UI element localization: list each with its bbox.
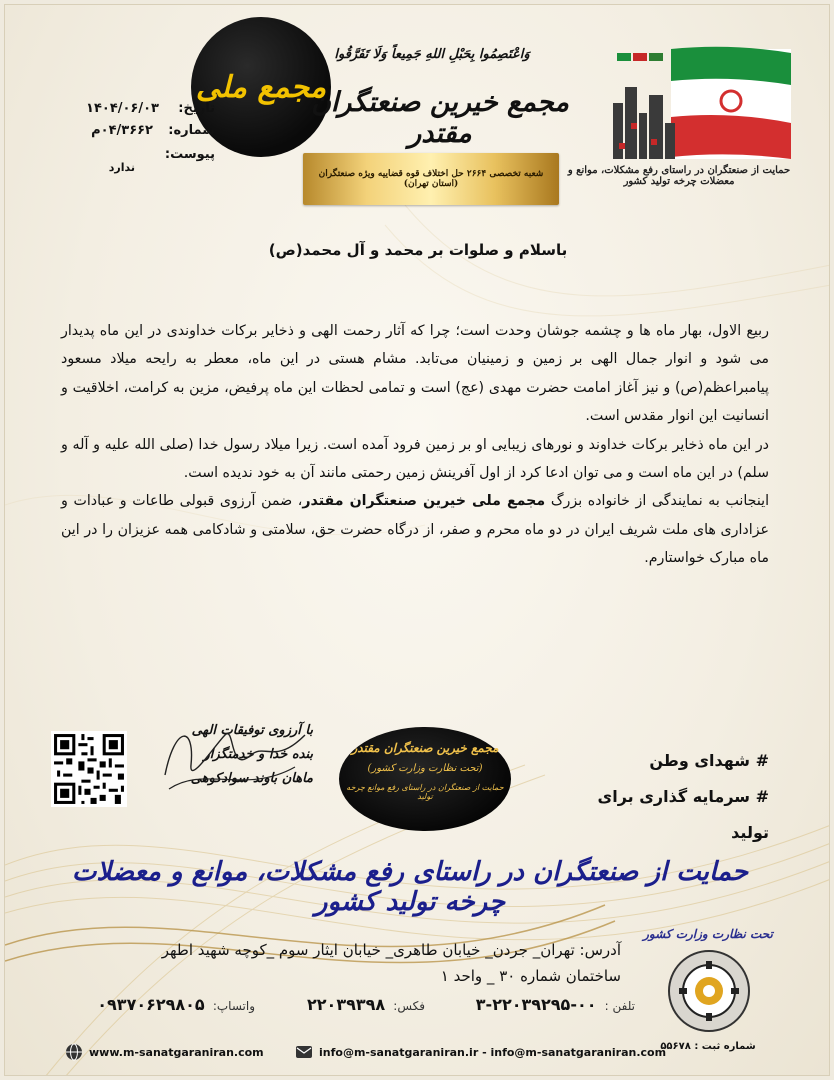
number-value: ۰۴/۳۶۶۲م xyxy=(91,123,153,138)
hashtag-item: # سرمایه گذاری برای تولید xyxy=(597,787,769,842)
qr-code[interactable] xyxy=(51,731,127,807)
signature-line-3: ماهان باوند سوادکوهی xyxy=(190,771,313,786)
number-label: شماره: xyxy=(168,123,215,138)
seal-line-3: حمایت از صنعتگران در راستای رفع موانع چرخه تولید xyxy=(346,783,504,801)
whatsapp-item xyxy=(97,995,255,1014)
envelope-icon xyxy=(295,1043,313,1061)
email-links[interactable] xyxy=(295,1043,666,1061)
website-text[interactable]: www.m-sanatgaraniran.com xyxy=(89,1045,264,1059)
badge-text: مجمع ملی xyxy=(195,69,327,105)
whatsapp-value[interactable]: ۰۹۳۷۰۶۲۹۸۰۵ xyxy=(97,995,205,1014)
letter-body xyxy=(61,317,769,573)
signature-line-1: با آرزوی توفیقات الهی xyxy=(191,723,313,738)
date-value: ۱۴۰۴/۰۶/۰۳ xyxy=(86,101,159,116)
body-paragraph-2: در این ماه ذخایر برکات خداوند و نورهای زیبایی او بر زمین فرود آمده است. زیرا میلاد رسول خدا (صلی الله علیه و آله و سلم) در این ماه است و می توان ادعا کرد از اول آفرینش زمین رحمتی مانند آن به خود ندیده است. xyxy=(61,436,769,482)
registration-plate-text: شعبه تخصصی ۲۶۶۴ حل اختلاف قوه قضاییه ویژه صنعتگران (استان تهران) xyxy=(318,169,544,189)
org-title: مجمع خیرین صنعتگران مقتدر xyxy=(311,87,569,149)
slogan: حمایت از صنعتگران در راستای رفع مشکلات، موانع و معضلات چرخه تولید کشور xyxy=(71,857,749,917)
seal-line-2: (تحت نظارت وزارت کشور) xyxy=(367,763,483,774)
greeting: باسلام و صلوات بر محمد و آل محمد(ص) xyxy=(268,241,568,259)
hashtag-item: # شهدای وطن xyxy=(649,751,769,770)
footer-logo xyxy=(643,921,773,1061)
fax-label: فکس: xyxy=(393,999,425,1013)
official-seal xyxy=(339,727,511,831)
registration-plate xyxy=(303,153,559,205)
hashtags xyxy=(569,743,769,851)
quran-verse: وَاعْتَصِمُوا بِحَبْلِ اللهِ جَمِيعاً وَلَا تَفَرَّقُوا xyxy=(334,47,530,62)
number-row xyxy=(65,123,215,143)
phone-value[interactable]: ۰۰-۲۲۰۳۹۲۹۵-۳ xyxy=(475,995,597,1014)
attachment-value: ندارد xyxy=(108,161,135,174)
footer-logo-caption: تحت نظارت وزارت کشور xyxy=(643,927,773,941)
header-caption: حمایت از صنعتگران در راستای رفع مشکلات، موانع و معضلات چرخه تولید کشور xyxy=(567,165,791,187)
body-p3-end: ، ضمن آرزوی قبولی طاعات و عبادات و عزاداری های ملت شریف ایران در دو ماه محرم و صفر، از درگاه حضرت حق، سلامتی و شادکامی همه عزیزان را در این ماه مبارک خواستارم. xyxy=(61,493,769,567)
body-p3-org: مجمع ملی خیرین صنعتگران مقتدر xyxy=(302,493,546,510)
attachment-label: پیوست: xyxy=(164,147,215,162)
whatsapp-label: واتساپ: xyxy=(212,999,255,1013)
gear-emblem-icon xyxy=(667,949,751,1033)
globe-icon xyxy=(65,1043,83,1061)
address-line-1: آدرس: تهران_ جردن_ خیابان طاهری_ خیابان ایثار سوم _کوچه شهید اطهر xyxy=(161,941,621,959)
handwritten-signature xyxy=(155,705,315,805)
body-p3-start: اینجانب به نمایندگی از خانواده بزرگ xyxy=(545,493,770,510)
phone-item xyxy=(476,995,635,1014)
registration-number: شماره ثبت : ۵۵۶۷۸ xyxy=(660,1041,756,1052)
fax-item xyxy=(307,995,425,1014)
address-line-2: ساختمان شماره ۳۰ _ واحد ۱ xyxy=(440,967,621,985)
signature-line-2: بنده خدا و خدمتگزار xyxy=(203,747,313,762)
body-paragraph-3 xyxy=(61,487,769,572)
fax-value: ۲۲۰۳۹۳۹۸ xyxy=(307,995,386,1014)
date-label: تاریخ: xyxy=(178,101,215,116)
letter-page xyxy=(4,4,830,1076)
email-text[interactable]: info@m-sanatgaraniran.ir - info@m-sanatgaraniran.com xyxy=(319,1045,667,1059)
iran-flag-emblem xyxy=(611,43,793,165)
body-paragraph-1: ربیع الاول، بهار ماه ها و چشمه جوشان وحدت است؛ چرا که آثار رحمت الهی و ذخایر برکات خداوندی در این ماه پدیدار می شود و انوار جمال الهی بر زمین و زمینیان می‌تابد. مشام هستی در این ماه، معطر به رایحه میلاد مسعود پیامبراعظم(ص) و نیز آغاز امامت حضرت مهدی (عج) است و تمامی لحظات این ماه پرفیض، مزین به کرامت، اخلاقیت و انسانیت این انوار مقدس است. xyxy=(61,323,769,425)
date-row xyxy=(65,101,215,121)
attachment-row xyxy=(65,147,215,174)
phone-label: تلفن : xyxy=(604,999,635,1013)
seal-line-1: مجمع خیرین صنعتگران مقتدر xyxy=(351,741,499,755)
contact-row xyxy=(65,1041,667,1065)
website-link[interactable] xyxy=(65,1043,264,1061)
